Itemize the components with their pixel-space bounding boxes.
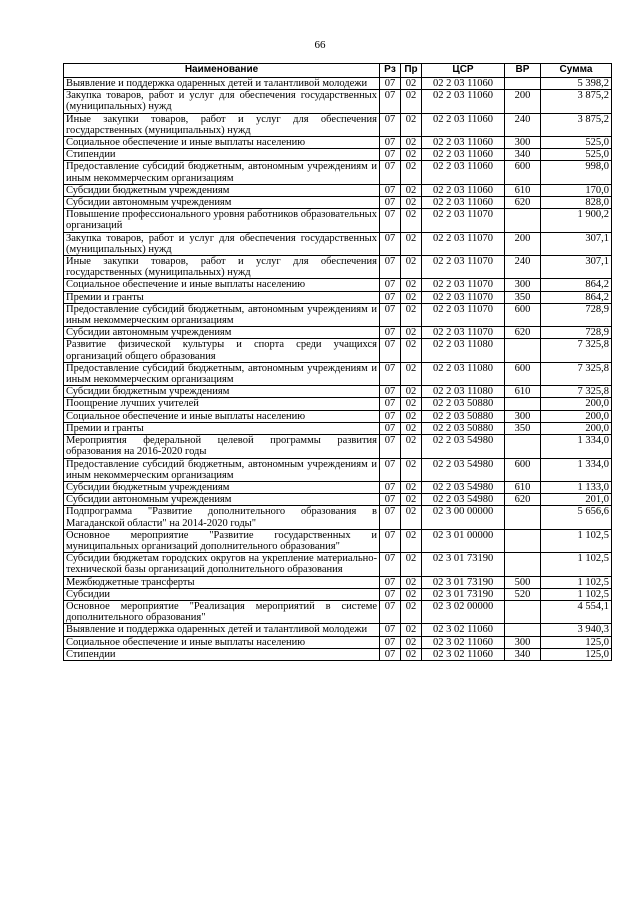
cell-vr: 340 xyxy=(505,149,541,161)
cell-sum: 1 102,5 xyxy=(541,588,612,600)
cell-rz: 07 xyxy=(380,90,401,113)
table-row xyxy=(64,256,612,279)
cell-sum: 7 325,8 xyxy=(541,339,612,362)
cell-pr: 02 xyxy=(401,481,422,493)
cell-pr: 02 xyxy=(401,624,422,636)
cell-name: Выявление и поддержка одаренных детей и талантливой молодежи xyxy=(64,78,380,90)
cell-rz: 07 xyxy=(380,435,401,458)
cell-csr: 02 2 03 11060 xyxy=(422,90,505,113)
cell-pr: 02 xyxy=(401,291,422,303)
cell-csr: 02 2 03 11070 xyxy=(422,291,505,303)
table-row xyxy=(64,327,612,339)
cell-sum: 7 325,8 xyxy=(541,362,612,385)
table-row xyxy=(64,279,612,291)
table-row xyxy=(64,576,612,588)
cell-sum: 1 900,2 xyxy=(541,209,612,232)
table-row xyxy=(64,624,612,636)
header-csr: ЦСР xyxy=(422,64,505,78)
cell-vr xyxy=(505,435,541,458)
header-name: Наименование xyxy=(64,64,380,78)
cell-rz: 07 xyxy=(380,184,401,196)
cell-rz: 07 xyxy=(380,279,401,291)
table-row xyxy=(64,161,612,184)
cell-rz: 07 xyxy=(380,78,401,90)
cell-csr: 02 2 03 50880 xyxy=(422,398,505,410)
cell-csr: 02 2 03 11060 xyxy=(422,184,505,196)
cell-vr xyxy=(505,624,541,636)
cell-sum: 200,0 xyxy=(541,410,612,422)
cell-sum: 3 940,3 xyxy=(541,624,612,636)
cell-csr: 02 3 01 73190 xyxy=(422,553,505,576)
table-row xyxy=(64,339,612,362)
cell-name: Субсидии бюджетам городских округов на укрепление материально-технической базы организаций дополнительного образования xyxy=(64,553,380,576)
cell-name: Премии и гранты xyxy=(64,422,380,434)
cell-sum: 828,0 xyxy=(541,197,612,209)
cell-vr: 610 xyxy=(505,386,541,398)
header-pr: Пр xyxy=(401,64,422,78)
cell-name: Субсидии бюджетным учреждениям xyxy=(64,386,380,398)
cell-name: Развитие физической культуры и спорта среди учащихся организаций общего образования xyxy=(64,339,380,362)
table-row xyxy=(64,600,612,623)
table-row xyxy=(64,113,612,136)
cell-name: Субсидии автономным учреждениям xyxy=(64,494,380,506)
table-row xyxy=(64,362,612,385)
cell-name: Предоставление субсидий бюджетным, автономным учреждениям и иным некоммерческим организациям xyxy=(64,161,380,184)
cell-name: Подпрограмма "Развитие дополнительного образования в Магаданской области" на 2014-2020 годы" xyxy=(64,506,380,529)
cell-vr: 620 xyxy=(505,197,541,209)
table-row xyxy=(64,529,612,552)
table-row xyxy=(64,481,612,493)
cell-pr: 02 xyxy=(401,279,422,291)
cell-pr: 02 xyxy=(401,435,422,458)
cell-sum: 3 875,2 xyxy=(541,113,612,136)
cell-name: Субсидии xyxy=(64,588,380,600)
cell-sum: 864,2 xyxy=(541,279,612,291)
header-row xyxy=(64,64,612,78)
cell-vr xyxy=(505,529,541,552)
cell-sum: 525,0 xyxy=(541,137,612,149)
cell-csr: 02 2 03 11060 xyxy=(422,137,505,149)
cell-rz: 07 xyxy=(380,291,401,303)
cell-pr: 02 xyxy=(401,422,422,434)
cell-pr: 02 xyxy=(401,648,422,660)
cell-vr: 520 xyxy=(505,588,541,600)
cell-rz: 07 xyxy=(380,398,401,410)
cell-name: Повышение профессионального уровня работников образовательных организаций xyxy=(64,209,380,232)
cell-name: Предоставление субсидий бюджетным, автономным учреждениям и иным некоммерческим организациям xyxy=(64,303,380,326)
cell-csr: 02 2 03 11070 xyxy=(422,232,505,255)
cell-rz: 07 xyxy=(380,256,401,279)
cell-sum: 125,0 xyxy=(541,636,612,648)
cell-sum: 170,0 xyxy=(541,184,612,196)
cell-vr: 600 xyxy=(505,362,541,385)
cell-pr: 02 xyxy=(401,339,422,362)
cell-rz: 07 xyxy=(380,113,401,136)
cell-rz: 07 xyxy=(380,303,401,326)
cell-name: Субсидии бюджетным учреждениям xyxy=(64,184,380,196)
table-row xyxy=(64,494,612,506)
header-sum: Сумма xyxy=(541,64,612,78)
cell-csr: 02 2 03 11080 xyxy=(422,362,505,385)
cell-sum: 5 656,6 xyxy=(541,506,612,529)
cell-vr xyxy=(505,506,541,529)
cell-pr: 02 xyxy=(401,410,422,422)
cell-csr: 02 3 00 00000 xyxy=(422,506,505,529)
cell-csr: 02 3 02 11060 xyxy=(422,624,505,636)
table-row xyxy=(64,588,612,600)
cell-sum: 728,9 xyxy=(541,303,612,326)
table-row xyxy=(64,197,612,209)
table-row xyxy=(64,291,612,303)
cell-sum: 200,0 xyxy=(541,398,612,410)
cell-vr: 620 xyxy=(505,494,541,506)
cell-vr xyxy=(505,78,541,90)
cell-name: Социальное обеспечение и иные выплаты населению xyxy=(64,636,380,648)
table-row xyxy=(64,435,612,458)
cell-rz: 07 xyxy=(380,494,401,506)
cell-pr: 02 xyxy=(401,506,422,529)
cell-name: Иные закупки товаров, работ и услуг для обеспечения государственных (муниципальных) нужд xyxy=(64,113,380,136)
table-row xyxy=(64,149,612,161)
cell-pr: 02 xyxy=(401,232,422,255)
cell-csr: 02 2 03 11070 xyxy=(422,256,505,279)
cell-pr: 02 xyxy=(401,209,422,232)
cell-csr: 02 2 03 11060 xyxy=(422,197,505,209)
cell-vr: 300 xyxy=(505,279,541,291)
table-row xyxy=(64,398,612,410)
cell-csr: 02 3 01 00000 xyxy=(422,529,505,552)
cell-pr: 02 xyxy=(401,588,422,600)
cell-rz: 07 xyxy=(380,588,401,600)
cell-rz: 07 xyxy=(380,386,401,398)
cell-csr: 02 2 03 11060 xyxy=(422,149,505,161)
cell-sum: 1 102,5 xyxy=(541,529,612,552)
cell-rz: 07 xyxy=(380,458,401,481)
table-row xyxy=(64,553,612,576)
cell-vr: 600 xyxy=(505,161,541,184)
cell-sum: 1 334,0 xyxy=(541,435,612,458)
cell-name: Поощрение лучших учителей xyxy=(64,398,380,410)
cell-rz: 07 xyxy=(380,410,401,422)
cell-name: Социальное обеспечение и иные выплаты населению xyxy=(64,279,380,291)
table-row xyxy=(64,458,612,481)
table-row xyxy=(64,184,612,196)
cell-name: Мероприятия федеральной целевой программы развития образования на 2016-2020 годы xyxy=(64,435,380,458)
cell-pr: 02 xyxy=(401,576,422,588)
cell-vr xyxy=(505,339,541,362)
cell-name: Субсидии бюджетным учреждениям xyxy=(64,481,380,493)
cell-pr: 02 xyxy=(401,137,422,149)
cell-vr: 300 xyxy=(505,137,541,149)
cell-rz: 07 xyxy=(380,149,401,161)
table-row xyxy=(64,78,612,90)
cell-pr: 02 xyxy=(401,78,422,90)
table-header xyxy=(64,64,612,78)
page-number: 66 xyxy=(314,39,326,51)
cell-name: Стипендии xyxy=(64,648,380,660)
cell-csr: 02 2 03 50880 xyxy=(422,422,505,434)
cell-vr: 610 xyxy=(505,481,541,493)
header-vr: ВР xyxy=(505,64,541,78)
cell-vr: 610 xyxy=(505,184,541,196)
cell-pr: 02 xyxy=(401,327,422,339)
cell-csr: 02 3 02 00000 xyxy=(422,600,505,623)
table-row xyxy=(64,137,612,149)
cell-name: Субсидии автономным учреждениям xyxy=(64,197,380,209)
cell-vr: 300 xyxy=(505,410,541,422)
cell-csr: 02 2 03 11070 xyxy=(422,327,505,339)
header-rz: Рз xyxy=(380,64,401,78)
cell-vr xyxy=(505,600,541,623)
cell-csr: 02 2 03 11060 xyxy=(422,161,505,184)
cell-pr: 02 xyxy=(401,386,422,398)
cell-rz: 07 xyxy=(380,362,401,385)
cell-sum: 3 875,2 xyxy=(541,90,612,113)
cell-rz: 07 xyxy=(380,600,401,623)
cell-name: Закупка товаров, работ и услуг для обеспечения государственных (муниципальных) нужд xyxy=(64,232,380,255)
cell-name: Иные закупки товаров, работ и услуг для обеспечения государственных (муниципальных) нужд xyxy=(64,256,380,279)
cell-vr: 350 xyxy=(505,291,541,303)
cell-pr: 02 xyxy=(401,184,422,196)
cell-vr xyxy=(505,553,541,576)
cell-vr: 600 xyxy=(505,303,541,326)
cell-pr: 02 xyxy=(401,494,422,506)
table-row xyxy=(64,303,612,326)
cell-pr: 02 xyxy=(401,90,422,113)
cell-sum: 998,0 xyxy=(541,161,612,184)
cell-name: Межбюджетные трансферты xyxy=(64,576,380,588)
cell-csr: 02 3 02 11060 xyxy=(422,648,505,660)
cell-rz: 07 xyxy=(380,576,401,588)
cell-rz: 07 xyxy=(380,481,401,493)
table-row xyxy=(64,506,612,529)
cell-pr: 02 xyxy=(401,636,422,648)
cell-sum: 307,1 xyxy=(541,232,612,255)
cell-rz: 07 xyxy=(380,137,401,149)
cell-pr: 02 xyxy=(401,303,422,326)
cell-name: Основное мероприятие "Развитие государственных и муниципальных организаций дополнительного образования" xyxy=(64,529,380,552)
cell-name: Социальное обеспечение и иные выплаты населению xyxy=(64,410,380,422)
cell-rz: 07 xyxy=(380,648,401,660)
cell-csr: 02 2 03 11060 xyxy=(422,78,505,90)
cell-vr: 200 xyxy=(505,90,541,113)
table-row xyxy=(64,422,612,434)
cell-pr: 02 xyxy=(401,600,422,623)
budget-table xyxy=(63,63,612,661)
cell-pr: 02 xyxy=(401,398,422,410)
cell-name: Основное мероприятие "Реализация мероприятий в системе дополнительного образования" xyxy=(64,600,380,623)
cell-csr: 02 2 03 11070 xyxy=(422,303,505,326)
cell-csr: 02 3 02 11060 xyxy=(422,636,505,648)
cell-rz: 07 xyxy=(380,506,401,529)
table-row xyxy=(64,636,612,648)
cell-csr: 02 2 03 54980 xyxy=(422,458,505,481)
cell-csr: 02 2 03 11080 xyxy=(422,386,505,398)
cell-rz: 07 xyxy=(380,197,401,209)
cell-rz: 07 xyxy=(380,161,401,184)
cell-rz: 07 xyxy=(380,327,401,339)
cell-sum: 1 334,0 xyxy=(541,458,612,481)
cell-sum: 5 398,2 xyxy=(541,78,612,90)
cell-pr: 02 xyxy=(401,161,422,184)
cell-csr: 02 3 01 73190 xyxy=(422,576,505,588)
cell-sum: 307,1 xyxy=(541,256,612,279)
cell-sum: 728,9 xyxy=(541,327,612,339)
cell-pr: 02 xyxy=(401,529,422,552)
cell-rz: 07 xyxy=(380,529,401,552)
cell-vr: 350 xyxy=(505,422,541,434)
cell-vr: 620 xyxy=(505,327,541,339)
cell-csr: 02 2 03 11080 xyxy=(422,339,505,362)
cell-vr: 600 xyxy=(505,458,541,481)
cell-vr: 500 xyxy=(505,576,541,588)
cell-name: Предоставление субсидий бюджетным, автономным учреждениям и иным некоммерческим организациям xyxy=(64,362,380,385)
cell-pr: 02 xyxy=(401,458,422,481)
cell-pr: 02 xyxy=(401,362,422,385)
cell-pr: 02 xyxy=(401,197,422,209)
cell-rz: 07 xyxy=(380,209,401,232)
cell-sum: 1 102,5 xyxy=(541,553,612,576)
cell-sum: 7 325,8 xyxy=(541,386,612,398)
cell-pr: 02 xyxy=(401,256,422,279)
cell-sum: 1 133,0 xyxy=(541,481,612,493)
cell-csr: 02 2 03 11070 xyxy=(422,209,505,232)
table-row xyxy=(64,386,612,398)
table-row xyxy=(64,90,612,113)
cell-name: Социальное обеспечение и иные выплаты населению xyxy=(64,137,380,149)
cell-vr: 240 xyxy=(505,256,541,279)
cell-name: Выявление и поддержка одаренных детей и талантливой молодежи xyxy=(64,624,380,636)
cell-sum: 864,2 xyxy=(541,291,612,303)
cell-csr: 02 2 03 50880 xyxy=(422,410,505,422)
cell-pr: 02 xyxy=(401,113,422,136)
cell-vr: 240 xyxy=(505,113,541,136)
cell-csr: 02 2 03 11060 xyxy=(422,113,505,136)
cell-sum: 200,0 xyxy=(541,422,612,434)
table-row xyxy=(64,648,612,660)
cell-csr: 02 2 03 54980 xyxy=(422,435,505,458)
cell-vr xyxy=(505,398,541,410)
cell-vr: 340 xyxy=(505,648,541,660)
table-row xyxy=(64,410,612,422)
cell-pr: 02 xyxy=(401,553,422,576)
cell-name: Предоставление субсидий бюджетным, автономным учреждениям и иным некоммерческим организациям xyxy=(64,458,380,481)
cell-csr: 02 2 03 54980 xyxy=(422,481,505,493)
cell-sum: 4 554,1 xyxy=(541,600,612,623)
cell-rz: 07 xyxy=(380,232,401,255)
table-row xyxy=(64,209,612,232)
cell-rz: 07 xyxy=(380,553,401,576)
cell-pr: 02 xyxy=(401,149,422,161)
cell-rz: 07 xyxy=(380,422,401,434)
cell-rz: 07 xyxy=(380,636,401,648)
cell-csr: 02 2 03 54980 xyxy=(422,494,505,506)
cell-csr: 02 2 03 11070 xyxy=(422,279,505,291)
cell-name: Субсидии автономным учреждениям xyxy=(64,327,380,339)
cell-vr: 200 xyxy=(505,232,541,255)
table-row xyxy=(64,232,612,255)
cell-sum: 201,0 xyxy=(541,494,612,506)
cell-sum: 125,0 xyxy=(541,648,612,660)
cell-rz: 07 xyxy=(380,339,401,362)
cell-csr: 02 3 01 73190 xyxy=(422,588,505,600)
cell-name: Стипендии xyxy=(64,149,380,161)
cell-sum: 525,0 xyxy=(541,149,612,161)
cell-name: Премии и гранты xyxy=(64,291,380,303)
cell-vr xyxy=(505,209,541,232)
cell-rz: 07 xyxy=(380,624,401,636)
cell-name: Закупка товаров, работ и услуг для обеспечения государственных (муниципальных) нужд xyxy=(64,90,380,113)
cell-sum: 1 102,5 xyxy=(541,576,612,588)
cell-vr: 300 xyxy=(505,636,541,648)
table-body xyxy=(64,78,612,661)
